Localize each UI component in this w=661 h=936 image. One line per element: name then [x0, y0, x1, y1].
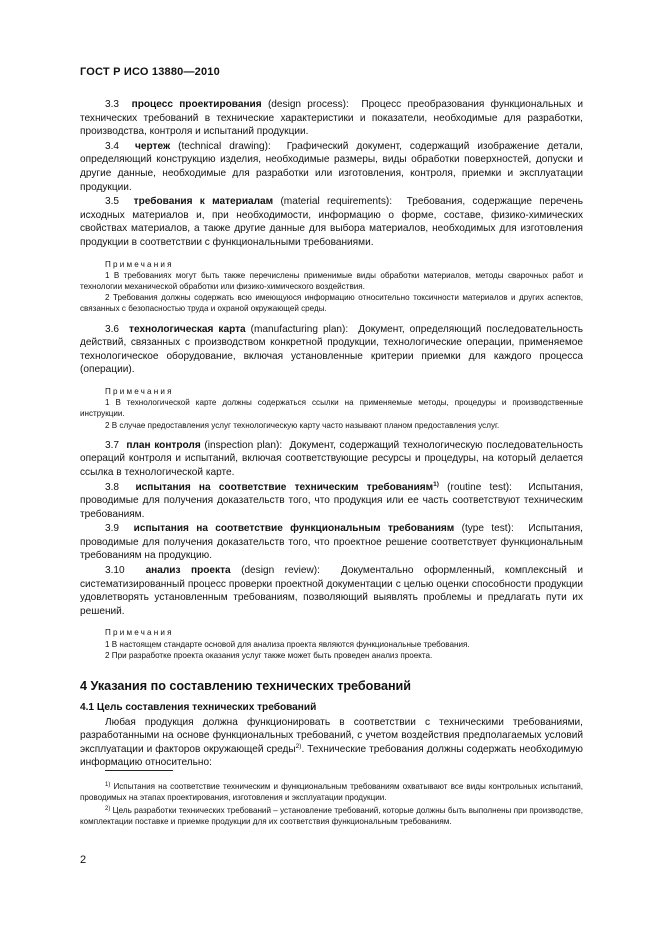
- section-paragraph: [80, 716, 583, 770]
- definition-text: Документ, содержащий технологическую последовательность операций контроля и испытаний, включая соответствующие ресурсы и процедуры, на который делается ссылка в технологической карте.: [80, 439, 583, 478]
- paragraph-text: . Технические требования должны содержать необходимую информацию относительно:: [80, 743, 583, 769]
- footnote-ref: 2): [295, 742, 302, 750]
- definition-number: 3.7: [105, 439, 120, 451]
- definition-text: Процесс преобразования функциональных и технических требований в технические характеристики и показатели, необходимые для разработки, производства, контроля и испытаний продукции.: [80, 99, 584, 138]
- definition-3-7: [80, 439, 583, 480]
- definition-term: испытания на соответствие функциональным требованиям: [133, 523, 455, 535]
- definition-term: технологическая карта: [129, 323, 246, 335]
- notes-heading: Примечания: [105, 386, 174, 396]
- footnote-2: [80, 805, 583, 828]
- definition-text: Документ, определяющий последовательность действий, связанных с производством конкретной продукции, технологические операции, применяемое технологическое оборудование, включая установленные критерии приемки для каждого процесса (операции).: [80, 323, 583, 376]
- definition-number: 3.10: [105, 565, 125, 577]
- definition-term: план контроля: [126, 439, 201, 451]
- definition-text: Испытания, проводимые для получения доказательств того, что проектное решение соответствует функциональным требованиям на продукцию.: [80, 523, 583, 562]
- footnote-1: [80, 781, 583, 804]
- notes-block-2: [80, 386, 583, 431]
- definition-number: 3.5: [105, 196, 120, 208]
- note-item: 2 При разработке проекта оказания услуг также может быть проведен анализ проекта.: [105, 650, 433, 660]
- definition-3-3: [80, 98, 583, 139]
- definition-english: (type test):: [461, 523, 514, 535]
- definition-english: (design process):: [267, 99, 349, 110]
- paragraph-text: Любая продукция должна функционировать в соответствии с техническими требованиями, разработанными на основе функциональных требований, с учетом воздействия предполагаемых условий эксплуатации и факторов окружающей среды: [80, 716, 583, 755]
- footnote-text: Испытания на соответствие техническим и функциональным требованиям охватывают все виды контрольных испытаний, проводимых на этапах проектирования, изготовления и эксплуатации продукции.: [80, 782, 584, 803]
- note-item: 2 В случае предоставления услуг технологическую карту часто называют планом предоставления услуг.: [105, 420, 500, 430]
- note-item: 1 В требованиях могут быть также перечислены применимые виды обработки материалов, методы сварочных работ и технологии механической обработки или физико-химического воздействия.: [80, 270, 583, 291]
- footnote-mark: 1): [105, 782, 111, 788]
- definition-number: 3.3: [105, 99, 120, 110]
- definition-text: Требования, содержащие перечень исходных материалов и, при необходимости, информацию о форме, составе, физико-химических свойствах материалов, а также другие данные для выбора материалов, необходимых для изготовления продукции в соответствии с функциональными требованиями.: [80, 196, 583, 248]
- definition-3-4: [80, 140, 583, 194]
- definition-3-9: [80, 522, 583, 563]
- footnote-separator: [105, 770, 173, 771]
- definition-text: Испытания, проводимые для получения доказательств того, что продукция или ее часть соответствуют техническим требованиям.: [80, 481, 584, 520]
- notes-block-1: [80, 259, 583, 315]
- definition-number: 3.9: [105, 523, 120, 535]
- main-content: [80, 98, 583, 770]
- subsection-heading: 4.1 Цель составления технических требований: [80, 702, 317, 714]
- section-heading: 4 Указания по составлению технических требований: [80, 679, 412, 694]
- definition-english: (design review):: [241, 565, 320, 577]
- footnote-ref: 1): [433, 480, 439, 488]
- definition-3-10: [80, 564, 583, 618]
- definition-english: (manufacturing plan):: [250, 323, 349, 335]
- definition-3-5: [80, 195, 583, 249]
- definition-term: чертеж: [135, 140, 171, 152]
- definition-3-6: [80, 323, 583, 377]
- document-header: ГОСТ Р ИСО 13880—2010: [80, 66, 220, 78]
- note-item: 1 В настоящем стандарте основой для анализа проекта являются функциональные требования.: [105, 639, 470, 649]
- note-item: 1 В технологической карте должны содержаться ссылки на применяемые методы, процедуры и производственные инструкции.: [80, 398, 583, 419]
- definition-english: (material requirements):: [280, 196, 393, 208]
- footnote-mark: 2): [105, 805, 111, 812]
- notes-heading: Примечания: [105, 259, 174, 269]
- definition-term: требования к материалам: [133, 196, 274, 208]
- definition-number: 3.6: [105, 323, 120, 335]
- definition-term: процесс проектирования: [131, 99, 262, 110]
- definition-text: Графический документ, содержащий изображение детали, определяющий конструкцию изделия, необходимые размеры, виды обработки поверхностей, допуски и другие данные, необходимые для разработки или изготовления, контроля, приемки и эксплуатации продукции.: [80, 140, 583, 193]
- notes-heading: Примечания: [105, 628, 174, 638]
- definition-term: анализ проекта: [145, 565, 231, 577]
- footnotes: [80, 781, 583, 828]
- page-number: 2: [80, 854, 87, 866]
- definition-3-8: [80, 481, 583, 522]
- footnote-text: Цель разработки технических требований – установление требований, которые должны быть выполнены при производстве, комплектации поставке и приемке продукции для их соответствия функциональным требованиям.: [80, 805, 584, 826]
- definition-english: (routine test):: [447, 481, 512, 493]
- note-item: 2 Требования должны содержать всю имеющуюся информацию относительно токсичности материалов и других аспектов, связанных с безопасностью труда и охраной окружающей среды.: [80, 293, 583, 314]
- definition-term: испытания на соответствие техническим требованиям: [135, 481, 434, 493]
- definition-english: (technical drawing):: [178, 140, 271, 152]
- definition-number: 3.4: [105, 140, 120, 152]
- definition-number: 3.8: [105, 481, 120, 493]
- definition-english: (inspection plan):: [204, 439, 283, 451]
- definition-text: Документально оформленный, комплексный и систематизированный процесс проверки проектной документации с целью оценки способности продукции удовлетворять установленным требованиям, позволяющий выявлять проблемы и предлагать пути их решений.: [80, 565, 584, 617]
- notes-block-3: [80, 627, 583, 661]
